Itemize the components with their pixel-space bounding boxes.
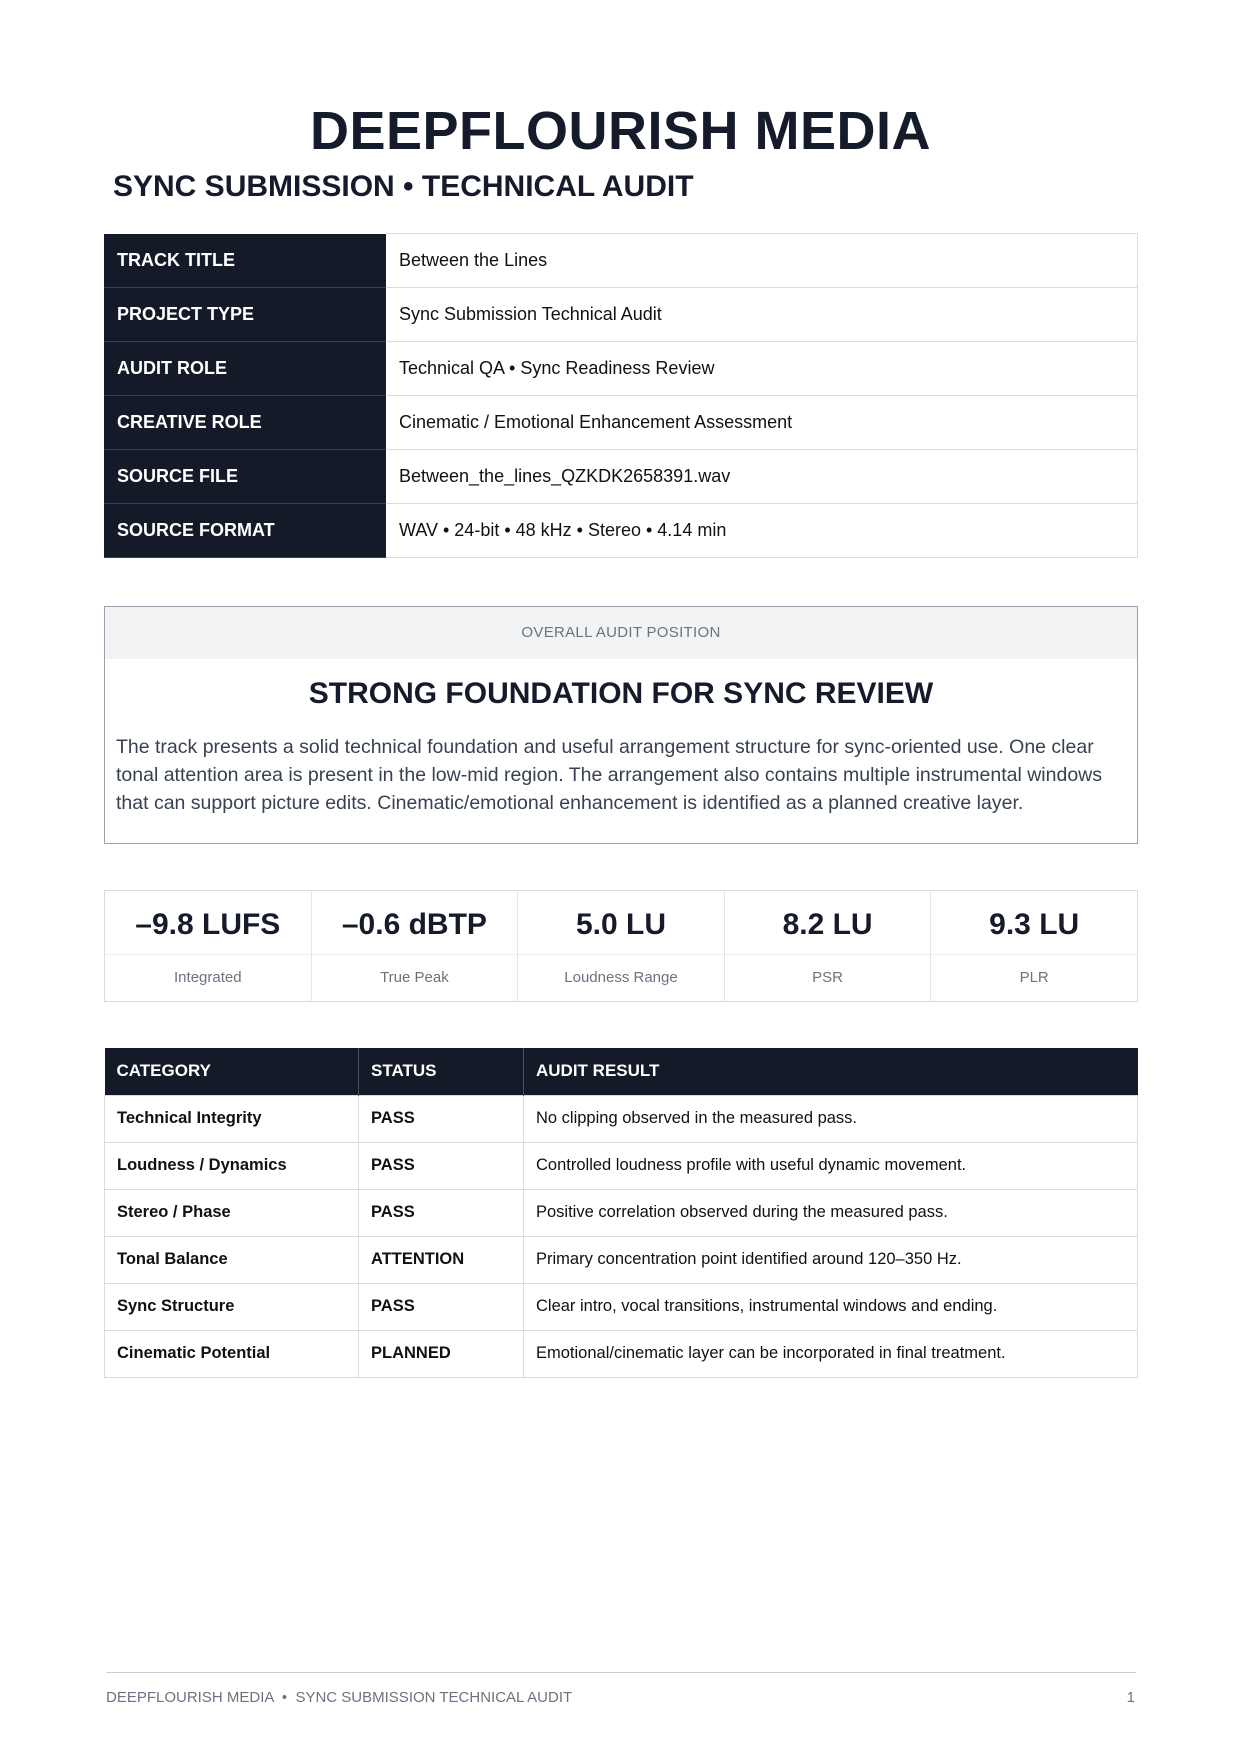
info-row <box>104 396 1138 450</box>
document-subtitle: SYNC SUBMISSION • TECHNICAL AUDIT <box>113 170 694 203</box>
row-category: Technical Integrity <box>105 1095 359 1142</box>
metric-psr <box>725 891 932 1001</box>
row-result: No clipping observed in the measured pass. <box>524 1095 1138 1142</box>
row-status: PLANNED <box>359 1330 524 1377</box>
table-row <box>105 1189 1138 1236</box>
row-status: PASS <box>359 1189 524 1236</box>
metric-label: Loudness Range <box>564 969 678 986</box>
table-row <box>105 1095 1138 1142</box>
metric-label: PLR <box>1019 969 1049 986</box>
info-key: AUDIT ROLE <box>104 342 386 396</box>
metric-integrated <box>105 891 312 1001</box>
info-key: TRACK TITLE <box>104 234 386 288</box>
metric-value: –0.6 dBTP <box>312 891 518 955</box>
metric-value: 8.2 LU <box>725 891 931 955</box>
row-category: Cinematic Potential <box>105 1330 359 1377</box>
metric-label: PSR <box>812 969 843 986</box>
table-header-row <box>105 1048 1138 1095</box>
info-value: Sync Submission Technical Audit <box>386 288 1138 342</box>
info-value: Between the Lines <box>386 234 1138 288</box>
info-value: Cinematic / Emotional Enhancement Assessment <box>386 396 1138 450</box>
row-result: Primary concentration point identified around 120–350 Hz. <box>524 1236 1138 1283</box>
track-info-table <box>104 233 1138 558</box>
metric-true-peak <box>312 891 519 1001</box>
info-key: SOURCE FILE <box>104 450 386 504</box>
audit-summary-box <box>104 606 1138 844</box>
column-header-category: CATEGORY <box>105 1048 359 1095</box>
info-key: CREATIVE ROLE <box>104 396 386 450</box>
info-value: Between_the_lines_QZKDK2658391.wav <box>386 450 1138 504</box>
row-category: Stereo / Phase <box>105 1189 359 1236</box>
company-name: DEEPFLOURISH MEDIA <box>309 101 932 161</box>
summary-label: OVERALL AUDIT POSITION <box>105 607 1137 659</box>
row-category: Loudness / Dynamics <box>105 1142 359 1189</box>
metric-label: True Peak <box>380 969 449 986</box>
row-result: Clear intro, vocal transitions, instrumental windows and ending. <box>524 1283 1138 1330</box>
row-result: Emotional/cinematic layer can be incorporated in final treatment. <box>524 1330 1138 1377</box>
loudness-metrics <box>104 890 1138 1002</box>
table-row <box>105 1236 1138 1283</box>
info-key: PROJECT TYPE <box>104 288 386 342</box>
info-key: SOURCE FORMAT <box>104 504 386 558</box>
metric-value: 5.0 LU <box>518 891 724 955</box>
row-status: PASS <box>359 1095 524 1142</box>
metric-loudness-range <box>518 891 725 1001</box>
row-category: Sync Structure <box>105 1283 359 1330</box>
metric-label: Integrated <box>174 969 242 986</box>
summary-headline: STRONG FOUNDATION FOR SYNC REVIEW <box>308 677 934 710</box>
audit-results-table <box>104 1048 1138 1378</box>
info-row <box>104 504 1138 558</box>
table-row <box>105 1142 1138 1189</box>
column-header-result: AUDIT RESULT <box>524 1048 1138 1095</box>
metric-value: –9.8 LUFS <box>105 891 311 955</box>
info-row <box>104 450 1138 504</box>
info-value: WAV • 24-bit • 48 kHz • Stereo • 4.14 min <box>386 504 1138 558</box>
footer-divider <box>106 1672 1136 1673</box>
metric-value: 9.3 LU <box>931 891 1137 955</box>
table-row <box>105 1283 1138 1330</box>
column-header-status: STATUS <box>359 1048 524 1095</box>
row-result: Controlled loudness profile with useful dynamic movement. <box>524 1142 1138 1189</box>
info-value: Technical QA • Sync Readiness Review <box>386 342 1138 396</box>
row-status: PASS <box>359 1142 524 1189</box>
row-category: Tonal Balance <box>105 1236 359 1283</box>
footer-text: DEEPFLOURISH MEDIA • SYNC SUBMISSION TECHNICAL AUDIT <box>106 1689 573 1706</box>
table-row <box>105 1330 1138 1377</box>
info-row <box>104 234 1138 288</box>
row-status: ATTENTION <box>359 1236 524 1283</box>
row-status: PASS <box>359 1283 524 1330</box>
info-row <box>104 342 1138 396</box>
row-result: Positive correlation observed during the measured pass. <box>524 1189 1138 1236</box>
metric-plr <box>931 891 1137 1001</box>
summary-body: The track presents a solid technical foundation and useful arrangement structure for sync-oriented use. One clear tonal attention area is present in the low-mid region. The arrangement also contains multiple instrumental windows that can support picture edits. Cinematic/emotional enhancement is identified as a planned creative layer. <box>116 736 1102 814</box>
info-row <box>104 288 1138 342</box>
page-number: 1 <box>1126 1689 1135 1706</box>
